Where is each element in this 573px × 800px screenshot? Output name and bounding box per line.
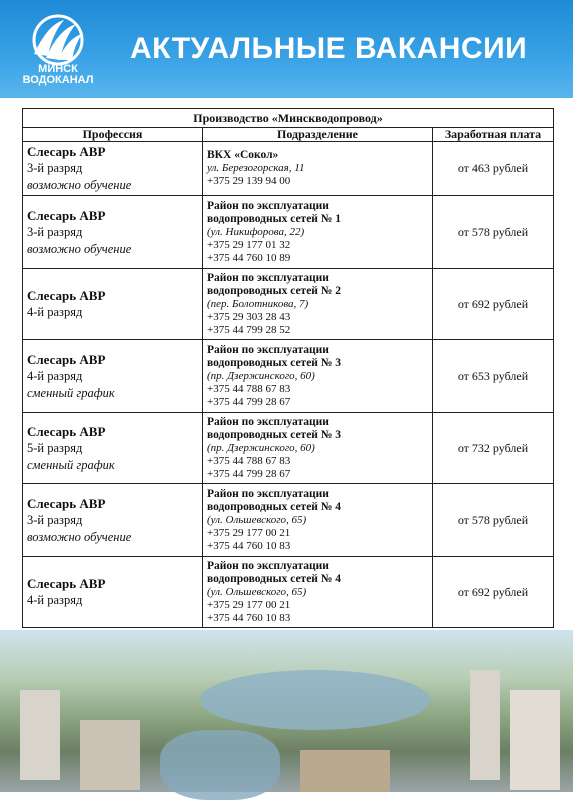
- department-address: ул. Березогорская, 11: [207, 162, 305, 175]
- phone-number: +375 44 788 67 83: [207, 383, 291, 395]
- table-row: [23, 142, 554, 196]
- phone-number: +375 44 799 28 67: [207, 395, 291, 408]
- table-row: [23, 340, 554, 413]
- profession-cell: [23, 142, 203, 196]
- profession-note: возможно обучение: [27, 241, 132, 256]
- building-shape: [20, 690, 60, 780]
- profession-grade: 3-й разряд: [27, 161, 83, 175]
- department-name-line-2: водопроводных сетей № 3: [207, 357, 341, 369]
- phone-number: +375 44 799 28 67: [207, 467, 291, 480]
- department-name: Район по эксплуатации: [207, 272, 329, 284]
- phone-number: +375 29 139 94 00: [207, 175, 291, 188]
- profession-grade: 4-й разряд: [27, 593, 83, 607]
- profession-note: сменный график: [27, 385, 115, 400]
- profession-grade: 4-й разряд: [27, 368, 83, 383]
- department-name-line-2: водопроводных сетей № 4: [207, 573, 341, 585]
- department-cell: [203, 484, 433, 557]
- phone-number: +375 44 760 10 83: [207, 611, 291, 624]
- profession-grade: 4-й разряд: [27, 305, 83, 319]
- building-shape: [470, 670, 500, 780]
- profession-cell: [23, 269, 203, 340]
- department-address: (пер. Болотникова, 7): [207, 298, 309, 310]
- building-shape: [510, 690, 560, 790]
- phone-number: +375 44 760 10 83: [207, 539, 291, 552]
- column-header-department: Подразделение: [203, 128, 433, 142]
- column-header-salary: Заработная плата: [433, 128, 554, 142]
- table-caption: Производство «Минскводопровод»: [23, 109, 554, 128]
- logo-line-1: МИНСК: [38, 63, 78, 75]
- salary-cell: от 732 рублей: [433, 413, 554, 484]
- department-address: (пр. Дзержинского, 60): [207, 370, 315, 382]
- department-address: (ул. Никифорова, 22): [207, 226, 305, 238]
- profession-note: сменный график: [27, 457, 115, 472]
- river-shape: [200, 670, 430, 730]
- profession-cell: [23, 484, 203, 557]
- profession-name: Слесарь АВР: [27, 144, 106, 159]
- table-row: [23, 484, 554, 557]
- profession-name: Слесарь АВР: [27, 423, 106, 439]
- salary-cell: от 578 рублей: [433, 484, 554, 557]
- phone-number: +375 29 303 28 43: [207, 311, 291, 323]
- department-name-line-2: водопроводных сетей № 2: [207, 285, 341, 297]
- logo-line-2: ВОДОКАНАЛ: [22, 74, 94, 86]
- department-address: (пр. Дзержинского, 60): [207, 442, 315, 454]
- river-shape-2: [160, 730, 280, 800]
- profession-grade: 3-й разряд: [27, 512, 83, 527]
- profession-name: Слесарь АВР: [27, 576, 106, 591]
- phone-number: +375 44 799 28 52: [207, 323, 291, 336]
- department-cell: [203, 269, 433, 340]
- phone-number: +375 29 177 00 21: [207, 527, 291, 539]
- department-name-line-2: водопроводных сетей № 4: [207, 501, 341, 513]
- department-address: (ул. Ольшевского, 65): [207, 514, 307, 526]
- phone-number: +375 29 177 00 21: [207, 599, 291, 611]
- page-title: АКТУАЛЬНЫЕ ВАКАНСИИ: [130, 32, 528, 65]
- department-name: ВКХ «Сокол»: [207, 149, 279, 162]
- table-row: [23, 557, 554, 628]
- profession-note: возможно обучение: [27, 178, 132, 192]
- profession-note: возможно обучение: [27, 529, 132, 544]
- city-photo: [0, 630, 573, 792]
- table-row: [23, 196, 554, 269]
- phone-number: +375 29 177 01 32: [207, 239, 291, 251]
- vacancies-table: [22, 108, 554, 628]
- department-cell: [203, 557, 433, 628]
- salary-cell: от 578 рублей: [433, 196, 554, 269]
- department-name-line-2: водопроводных сетей № 3: [207, 429, 341, 441]
- department-name: Район по эксплуатации: [207, 344, 329, 356]
- profession-name: Слесарь АВР: [27, 495, 106, 511]
- profession-grade: 5-й разряд: [27, 440, 83, 455]
- salary-cell: от 692 рублей: [433, 557, 554, 628]
- department-name-line-2: водопроводных сетей № 1: [207, 213, 341, 225]
- profession-grade: 3-й разряд: [27, 224, 83, 239]
- phone-number: +375 44 788 67 83: [207, 455, 291, 467]
- department-cell: [203, 196, 433, 269]
- profession-name: Слесарь АВР: [27, 351, 106, 367]
- department-cell: [203, 142, 433, 196]
- phone-number: +375 44 760 10 89: [207, 251, 291, 264]
- table-row: [23, 413, 554, 484]
- logo-wordmark: [22, 64, 94, 86]
- department-cell: [203, 340, 433, 413]
- department-name: Район по эксплуатации: [207, 416, 329, 428]
- department-name: Район по эксплуатации: [207, 200, 329, 212]
- salary-cell: от 692 рублей: [433, 269, 554, 340]
- department-cell: [203, 413, 433, 484]
- salary-cell: от 653 рублей: [433, 340, 554, 413]
- department-name: Район по эксплуатации: [207, 488, 329, 500]
- profession-cell: [23, 340, 203, 413]
- table-row: [23, 269, 554, 340]
- header-banner: [0, 0, 573, 98]
- profession-cell: [23, 196, 203, 269]
- department-name: Район по эксплуатации: [207, 560, 329, 572]
- profession-name: Слесарь АВР: [27, 207, 106, 223]
- department-address: (ул. Ольшевского, 65): [207, 586, 307, 598]
- building-shape: [80, 720, 140, 790]
- profession-name: Слесарь АВР: [27, 288, 106, 303]
- profession-cell: [23, 413, 203, 484]
- column-header-profession: Профессия: [23, 128, 203, 142]
- building-shape: [300, 750, 390, 792]
- profession-cell: [23, 557, 203, 628]
- salary-cell: от 463 рублей: [433, 142, 554, 196]
